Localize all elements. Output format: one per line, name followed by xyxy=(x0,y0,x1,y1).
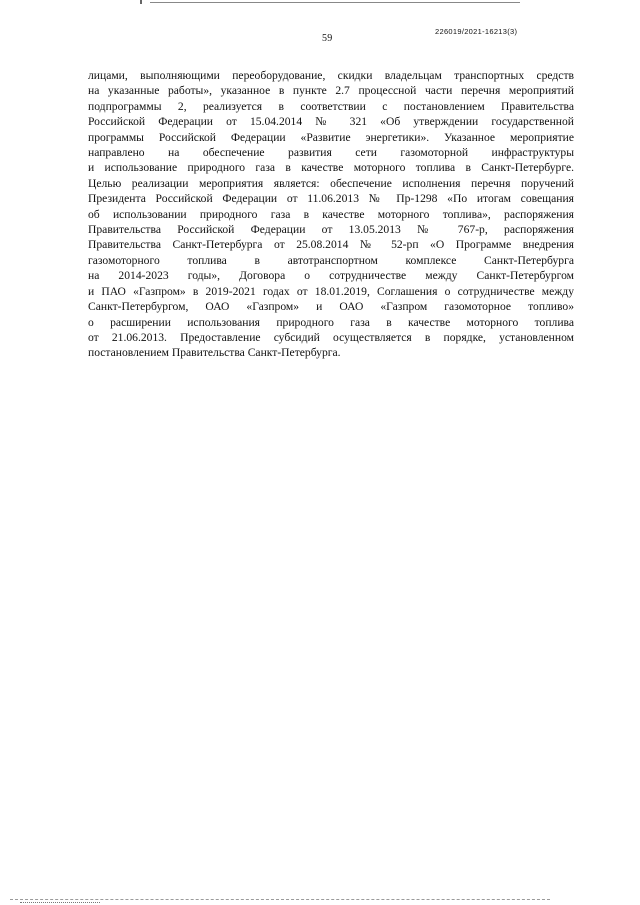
text-line: Целью реализации мероприятия является: обеспечение исполнения перечня поручений xyxy=(88,176,574,190)
text-line: постановлением Правительства Санкт-Петербурга. xyxy=(88,346,341,360)
text-line: лицами, выполняющими переоборудование, скидки владельцам транспортных средств xyxy=(88,69,574,82)
text-line: Президента Российской Федерации от 11.06.2013 № Пр-1298 «По итогам совещания xyxy=(88,192,574,206)
text-line: направлено на обеспечение развития сети газомоторной инфраструктуры xyxy=(88,146,574,160)
text-line: Правительства Санкт-Петербурга от 25.08.2014 № 52-рп «О Программе внедрения xyxy=(88,238,574,252)
text-line: программы Российской Федерации «Развитие энергетики». Указанное мероприятие xyxy=(88,130,574,144)
text-line: на 2014-2023 годы», Договора о сотрудничестве между Санкт-Петербургом xyxy=(88,269,574,283)
text-line: газомоторного топлива в автотранспортном комплексе Санкт-Петербурга xyxy=(88,253,574,267)
text-line: Российской Федерации от 15.04.2014 № 321 «Об утверждении государственной xyxy=(88,115,574,129)
text-line: подпрограммы 2, реализуется в соответствии с постановлением Правительства xyxy=(88,99,574,113)
scan-edge-dots xyxy=(20,902,100,903)
top-rule xyxy=(150,2,520,3)
text-line: и ПАО «Газпром» в 2019-2021 годах от 18.01.2019, Соглашения о сотрудничестве между xyxy=(88,284,574,298)
text-line: на указанные работы», указанное в пункте 2.7 процессной части перечня мероприятий xyxy=(88,84,574,98)
text-line: о расширении использования природного газа в качестве моторного топлива xyxy=(88,315,574,329)
body-paragraph xyxy=(88,68,574,361)
text-line: от 21.06.2013. Предоставление субсидий осуществляется в порядке, установленном xyxy=(88,330,574,344)
document-id: 226019/2021-16213(3) xyxy=(435,27,518,36)
text-line: и использование природного газа в качестве моторного топлива в Санкт-Петербурге. xyxy=(88,161,574,175)
text-line: Правительства Российской Федерации от 13.05.2013 № 767-р, распоряжения xyxy=(88,223,574,237)
scan-edge-line xyxy=(10,899,550,900)
text-line: об использовании природного газа в качестве моторного топлива», распоряжения xyxy=(88,207,574,221)
text-line: Санкт-Петербургом, ОАО «Газпром» и ОАО «Газпром газомоторное топливо» xyxy=(88,300,574,314)
page-number: 59 xyxy=(322,33,333,44)
scan-mark xyxy=(140,0,142,4)
